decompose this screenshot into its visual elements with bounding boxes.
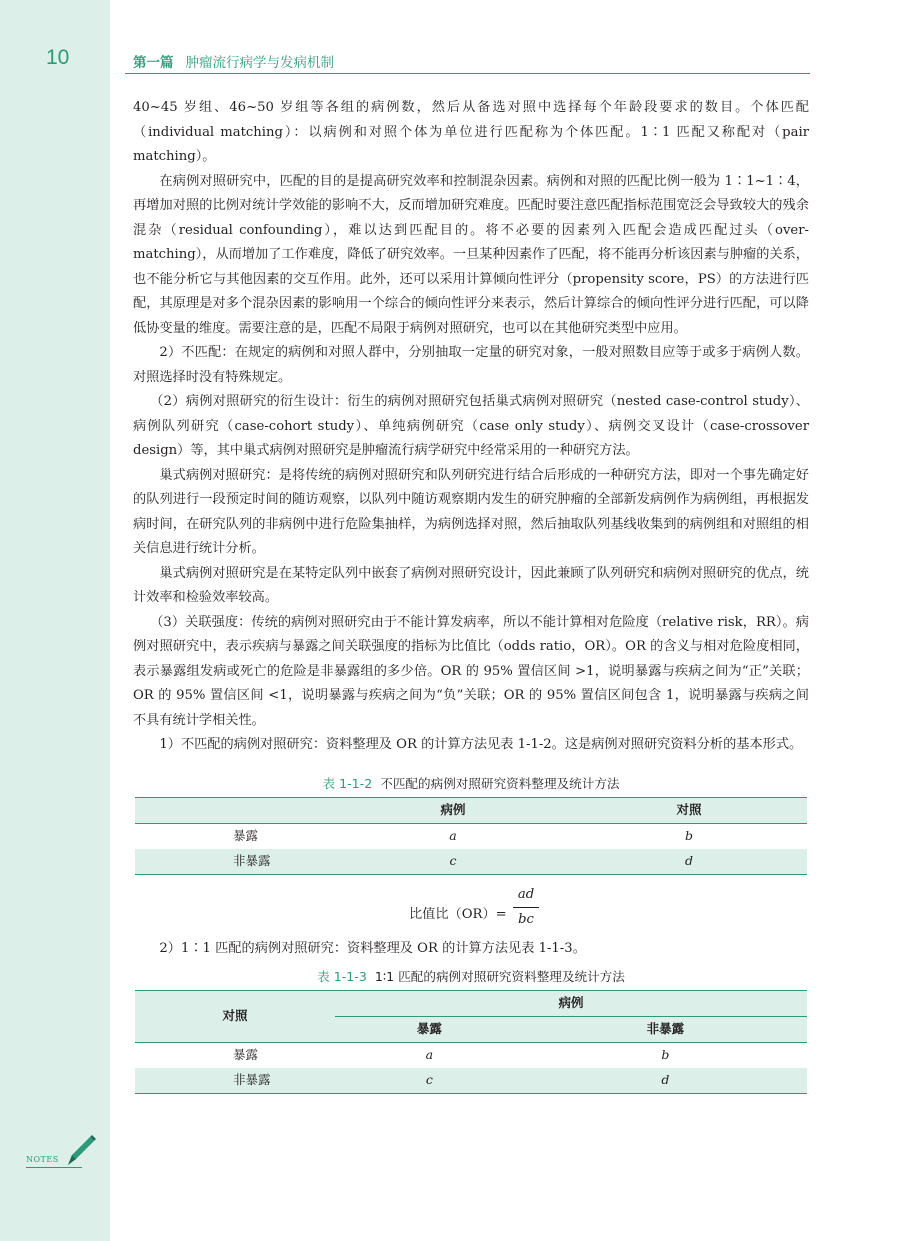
formula-numerator: ad bbox=[517, 886, 535, 902]
formula-denominator: bc bbox=[518, 911, 534, 927]
left-margin-band bbox=[0, 0, 110, 1241]
table-row bbox=[135, 1068, 807, 1094]
table-unmatched bbox=[135, 797, 807, 875]
page-body bbox=[133, 96, 809, 1094]
row-label: 非暴露 bbox=[135, 1068, 335, 1094]
table-number: 表 1-1-2 bbox=[322, 775, 373, 791]
table-header-row bbox=[135, 797, 807, 823]
column-header: 暴露 bbox=[335, 1017, 524, 1043]
cell: c bbox=[335, 1068, 524, 1094]
cell: d bbox=[524, 1068, 807, 1094]
table-number: 表 1-1-3 bbox=[317, 969, 367, 984]
row-label: 非暴露 bbox=[135, 849, 335, 875]
formula-lhs: 比值比（OR）= bbox=[409, 906, 507, 922]
cell: a bbox=[449, 827, 457, 843]
paragraph: 2）1∶1 匹配的病例对照研究：资料整理及 OR 的计算方法见表 1-1-3。 bbox=[159, 940, 586, 956]
table-title: 不匹配的病例对照研究资料整理及统计方法 bbox=[380, 775, 620, 791]
table-title: 1∶1 匹配的病例对照研究资料整理及统计方法 bbox=[374, 969, 625, 984]
table-row bbox=[135, 823, 807, 849]
cell: b bbox=[684, 827, 693, 843]
formula-fraction bbox=[513, 885, 539, 930]
cell: d bbox=[571, 849, 807, 875]
cell: c bbox=[335, 849, 571, 875]
table-header-row bbox=[135, 991, 807, 1017]
paragraph: 40~45 岁组、46~50 岁组等各组的病例数，然后从备选对照中选择每个年龄段要求的数目。个体匹配（individual matching）：以病例和对照个体为单位进行匹配称为个体匹配。1∶1 匹配又称配对（pair matching）。 bbox=[133, 100, 809, 164]
fraction-bar bbox=[513, 907, 539, 908]
group-header: 病例 bbox=[335, 991, 807, 1017]
cell: a bbox=[425, 1047, 434, 1063]
row-label: 暴露 bbox=[233, 1047, 259, 1063]
odds-ratio-formula bbox=[133, 885, 809, 937]
column-header: 病例 bbox=[335, 797, 571, 823]
notes-underline bbox=[26, 1167, 82, 1168]
paragraph: 1）不匹配的病例对照研究：资料整理及 OR 的计算方法见表 1-1-2。这是病例对照研究资料分析的基本形式。 bbox=[159, 737, 803, 752]
page-number: 10 bbox=[46, 46, 70, 69]
column-header: 非暴露 bbox=[524, 1017, 807, 1043]
table-matched bbox=[135, 990, 807, 1094]
paragraph: （3）关联强度：传统的病例对照研究由于不能计算发病率，所以不能计算相对危险度（relative risk，RR）。病例对照研究中，表示疾病与暴露之间关联强度的指标为比值比（odds ratio，OR）。OR 的含义与相对危险度相同，表示暴露组发病或死亡的危险是非暴露组的多少倍。OR 的 95% 置信区间 >1，说明暴露与疾病之间为“正”关联；OR 的 95% 置信区间 <1，说明暴露与疾病之间为“负”关联；OR 的 95% 置信区间包含 1，说明暴露与疾病之间不具有统计学相关性。 bbox=[133, 614, 809, 728]
notes-margin bbox=[26, 1133, 102, 1173]
part-title: 肿瘤流行病学与发病机制 bbox=[185, 55, 334, 71]
paragraph: 在病例对照研究中，匹配的目的是提高研究效率和控制混杂因素。病例和对照的匹配比例一般为 1∶1~1∶4，再增加对照的比例对统计学效能的影响不大，反而增加研究难度。匹配时要注意匹配指标范围宽泛会导致较大的残余混杂（residual confounding），难以达到匹配目的。将不必要的因素列入匹配会造成匹配过头（over-matching），从而增加了工作难度，降低了研究效率。一旦某种因素作了匹配，将不能再分析该因素与肿瘤的关系，也不能分析它与其他因素的交互作用。此外，还可以采用计算倾向性评分（propensity score，PS）的方法进行匹配，其原理是对多个混杂因素的影响用一个综合的倾向性评分来表示，然后计算综合的倾向性评分进行匹配，可以降低协变量的维度。需要注意的是，匹配不局限于病例对照研究，也可以在其他研究类型中应用。 bbox=[133, 173, 809, 336]
paragraph: 巢式病例对照研究：是将传统的病例对照研究和队列研究进行结合后形成的一种研究方法，即对一个事先确定好的队列进行一段预定时间的随访观察，以队列中随访观察期内发生的研究肿瘤的全部新发病例作为病例组，再根据发病时间，在研究队列的非病例中进行危险集抽样，为病例选择对照，然后抽取队列基线收集到的病例组和对照组的相关信息进行统计分析。 bbox=[133, 467, 809, 556]
corner-header: 对照 bbox=[135, 991, 335, 1043]
part-label: 第一篇 bbox=[133, 55, 174, 71]
table-row bbox=[135, 1043, 807, 1069]
header-rule bbox=[125, 73, 810, 74]
pen-icon bbox=[62, 1133, 98, 1169]
table-caption bbox=[133, 967, 809, 987]
paragraph: （2）病例对照研究的衍生设计：衍生的病例对照研究包括巢式病例对照研究（nested case-control study）、病例队列研究（case-cohort study）、单纯病例研究（case only study）、病例交叉设计（case-crossover design）等，其中巢式病例对照研究是肿瘤流行病学研究中经常采用的一种研究方法。 bbox=[133, 394, 809, 458]
paragraph: 2）不匹配：在规定的病例和对照人群中，分别抽取一定量的研究对象，一般对照数目应等于或多于病例人数。对照选择时没有特殊规定。 bbox=[133, 345, 809, 385]
table-caption bbox=[133, 774, 809, 794]
table-row bbox=[135, 849, 807, 875]
running-header bbox=[133, 51, 334, 71]
notes-label: NOTES bbox=[26, 1155, 59, 1164]
row-label: 暴露 bbox=[233, 827, 259, 843]
cell: b bbox=[661, 1047, 670, 1063]
column-header: 对照 bbox=[571, 797, 807, 823]
paragraph: 巢式病例对照研究是在某特定队列中嵌套了病例对照研究设计，因此兼顾了队列研究和病例对照研究的优点，统计效率和检验效率较高。 bbox=[133, 565, 809, 605]
